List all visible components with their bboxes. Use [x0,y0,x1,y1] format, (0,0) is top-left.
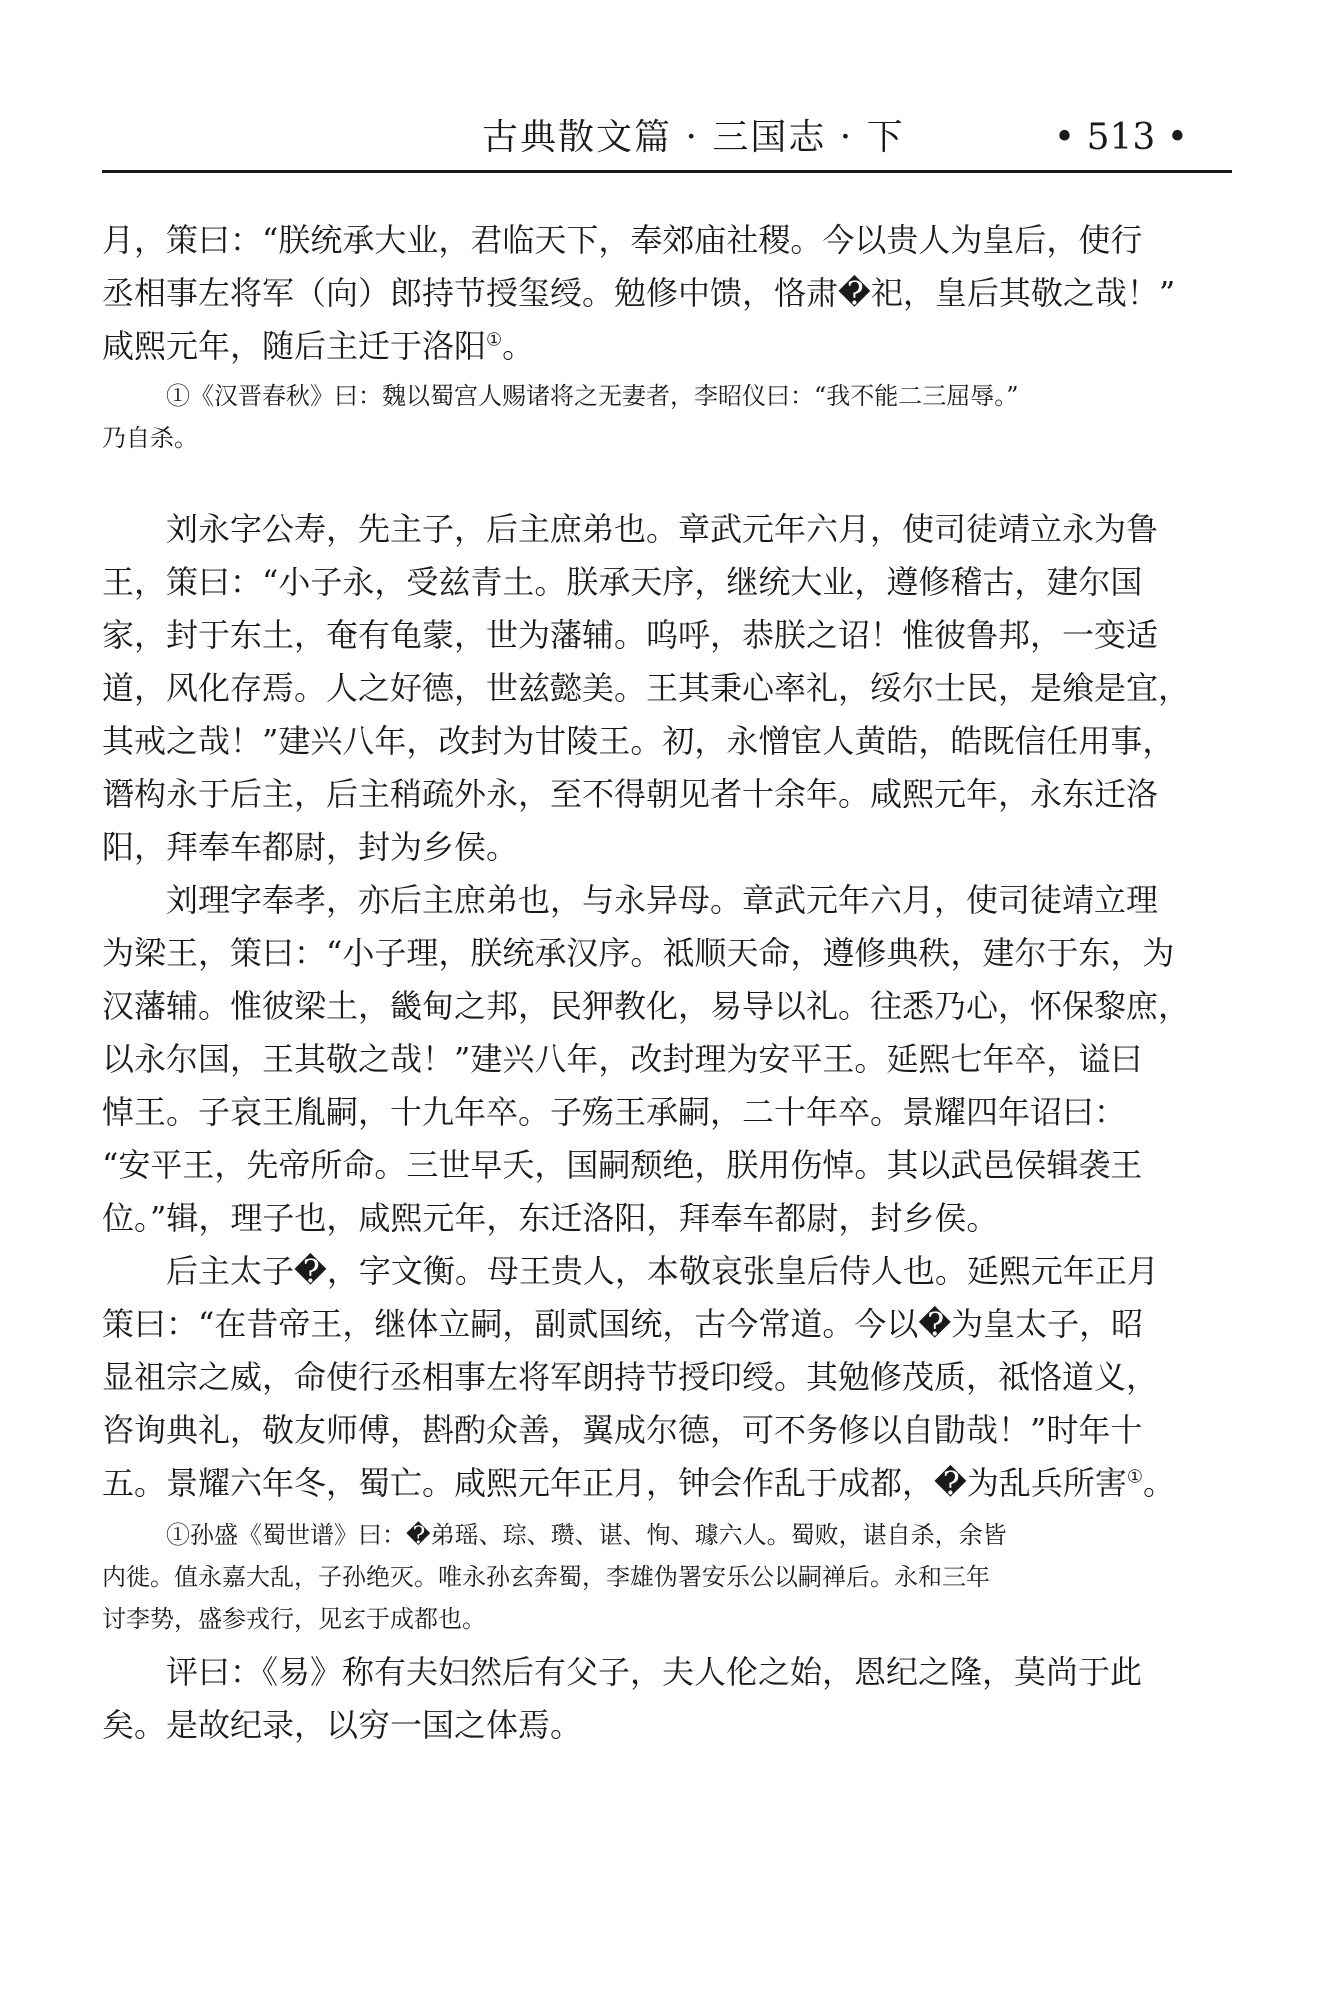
text-line [102,1457,1232,1510]
text-segment: 五。景耀六年冬，蜀亡。咸熙元年正月，钟会作乱于成都，�为乱兵所害 [102,1464,1127,1502]
paragraph-commentary [102,1646,1232,1752]
paragraph-crown-prince [102,1245,1232,1510]
text-line: 汉藩辅。惟彼梁土，畿甸之邦，民狎教化，易导以礼。往悉乃心，怀保黎庶， [102,987,1191,1025]
footnote [102,1514,1232,1640]
text-line: 其戒之哉！”建兴八年，改封为甘陵王。初，永憎宦人黄皓，皓既信任用事， [102,722,1175,760]
paragraph-liu-li [102,874,1232,1245]
text-line: 咨询典礼，敬友师傅，斟酌众善，翼成尔德，可不务修以自勖哉！”时年十 [102,1411,1143,1449]
paragraph-continuation [102,214,1232,373]
text-line: 后主太子�，字文衡。母王贵人，本敬哀张皇后侍人也。延熙元年正月 [166,1252,1159,1290]
text-segment: 。 [502,327,535,365]
text-line: 评曰：《易》称有夫妇然后有父子，夫人伦之始，恩纪之隆，莫尚于此 [166,1653,1143,1691]
page-number: • 513 • [1053,117,1188,158]
section-gap [102,459,1232,503]
text-line: 策曰：“在昔帝王，继体立嗣，副贰国统，古今常道。今以�为皇太子，昭 [102,1305,1144,1343]
footnote [102,375,1232,459]
text-line: 刘永字公寿，先主子，后主庶弟也。章武元年六月，使司徒靖立永为鲁 [166,510,1159,548]
text-line: 道，风化存焉。人之好德，世兹懿美。王其秉心率礼，绥尔士民，是飨是宜， [102,669,1191,707]
text-line: 悼王。子哀王胤嗣，十九年卒。子殇王承嗣，二十年卒。景耀四年诏曰： [102,1093,1127,1131]
text-line: “安平王，先帝所命。三世早夭，国嗣颓绝，朕用伤悼。其以武邑侯辑袭王 [102,1146,1143,1184]
text-line [102,320,1232,373]
footnote-line: 内徙。值永嘉大乱，子孙绝灭。唯永孙玄奔蜀，李雄伪署安乐公以嗣禅后。永和三年 [102,1563,990,1591]
running-header [102,108,1232,170]
text-line: 为梁王，策曰：“小子理，朕统承汉序。祗顺天命，遵修典秩，建尔于东，为 [102,934,1175,972]
footnote-marker: ① [486,329,503,351]
paragraph-liu-yong [102,503,1232,874]
footnote-line: 讨李势，盛参戎行，见玄于成都也。 [102,1605,486,1633]
text-segment: 咸熙元年，随后主迁于洛阳 [102,327,487,365]
text-line: 丞相事左将军（向）郎持节授玺绶。勉修中馈，恪肃�祀，皇后其敬之哉！” [102,274,1176,312]
footnote-line: ①《汉晋春秋》曰：魏以蜀宫人赐诸将之无妻者，李昭仪曰：“我不能二三屈辱。” [166,382,1019,410]
text-line: 位。”辑，理子也，咸熙元年，东迁洛阳，拜奉车都尉，封乡侯。 [102,1199,999,1237]
text-line: 矣。是故纪录，以穷一国之体焉。 [102,1706,583,1744]
text-line: 阳，拜奉车都尉，封为乡侯。 [102,828,519,866]
text-line: 王，策曰：“小子永，受兹青土。朕承天序，继统大业，遵修稽古，建尔国 [102,563,1143,601]
running-title: 古典散文篇 · 三国志 · 下 [482,117,905,158]
text-line: 显祖宗之威，命使行丞相事左将军朗持节授印绶。其勉修茂质，祗恪道义， [102,1358,1159,1396]
footnote-line: ①孙盛《蜀世谱》曰：�弟瑶、琮、瓒、谌、恂、璩六人。蜀败，谌自杀，余皆 [166,1521,1007,1549]
text-line: 刘理字奉孝，亦后主庶弟也，与永异母。章武元年六月，使司徒靖立理 [166,881,1159,919]
main-text [102,214,1232,1752]
header-rule [102,170,1232,173]
text-line: 月，策曰：“朕统承大业，君临天下，奉郊庙社稷。今以贵人为皇后，使行 [102,221,1143,259]
footnote-line: 乃自杀。 [102,424,198,452]
text-line: 谮构永于后主，后主稍疏外永，至不得朝见者十余年。咸熙元年，永东迁洛 [102,775,1159,813]
text-line: 以永尔国，王其敬之哉！”建兴八年，改封理为安平王。延熙七年卒，谥曰 [102,1040,1143,1078]
text-segment: 。 [1142,1464,1175,1502]
text-line: 家，封于东土，奄有龟蒙，世为藩辅。呜呼，恭朕之诏！惟彼鲁邦，一变适 [102,616,1159,654]
footnote-marker: ① [1126,1466,1143,1488]
